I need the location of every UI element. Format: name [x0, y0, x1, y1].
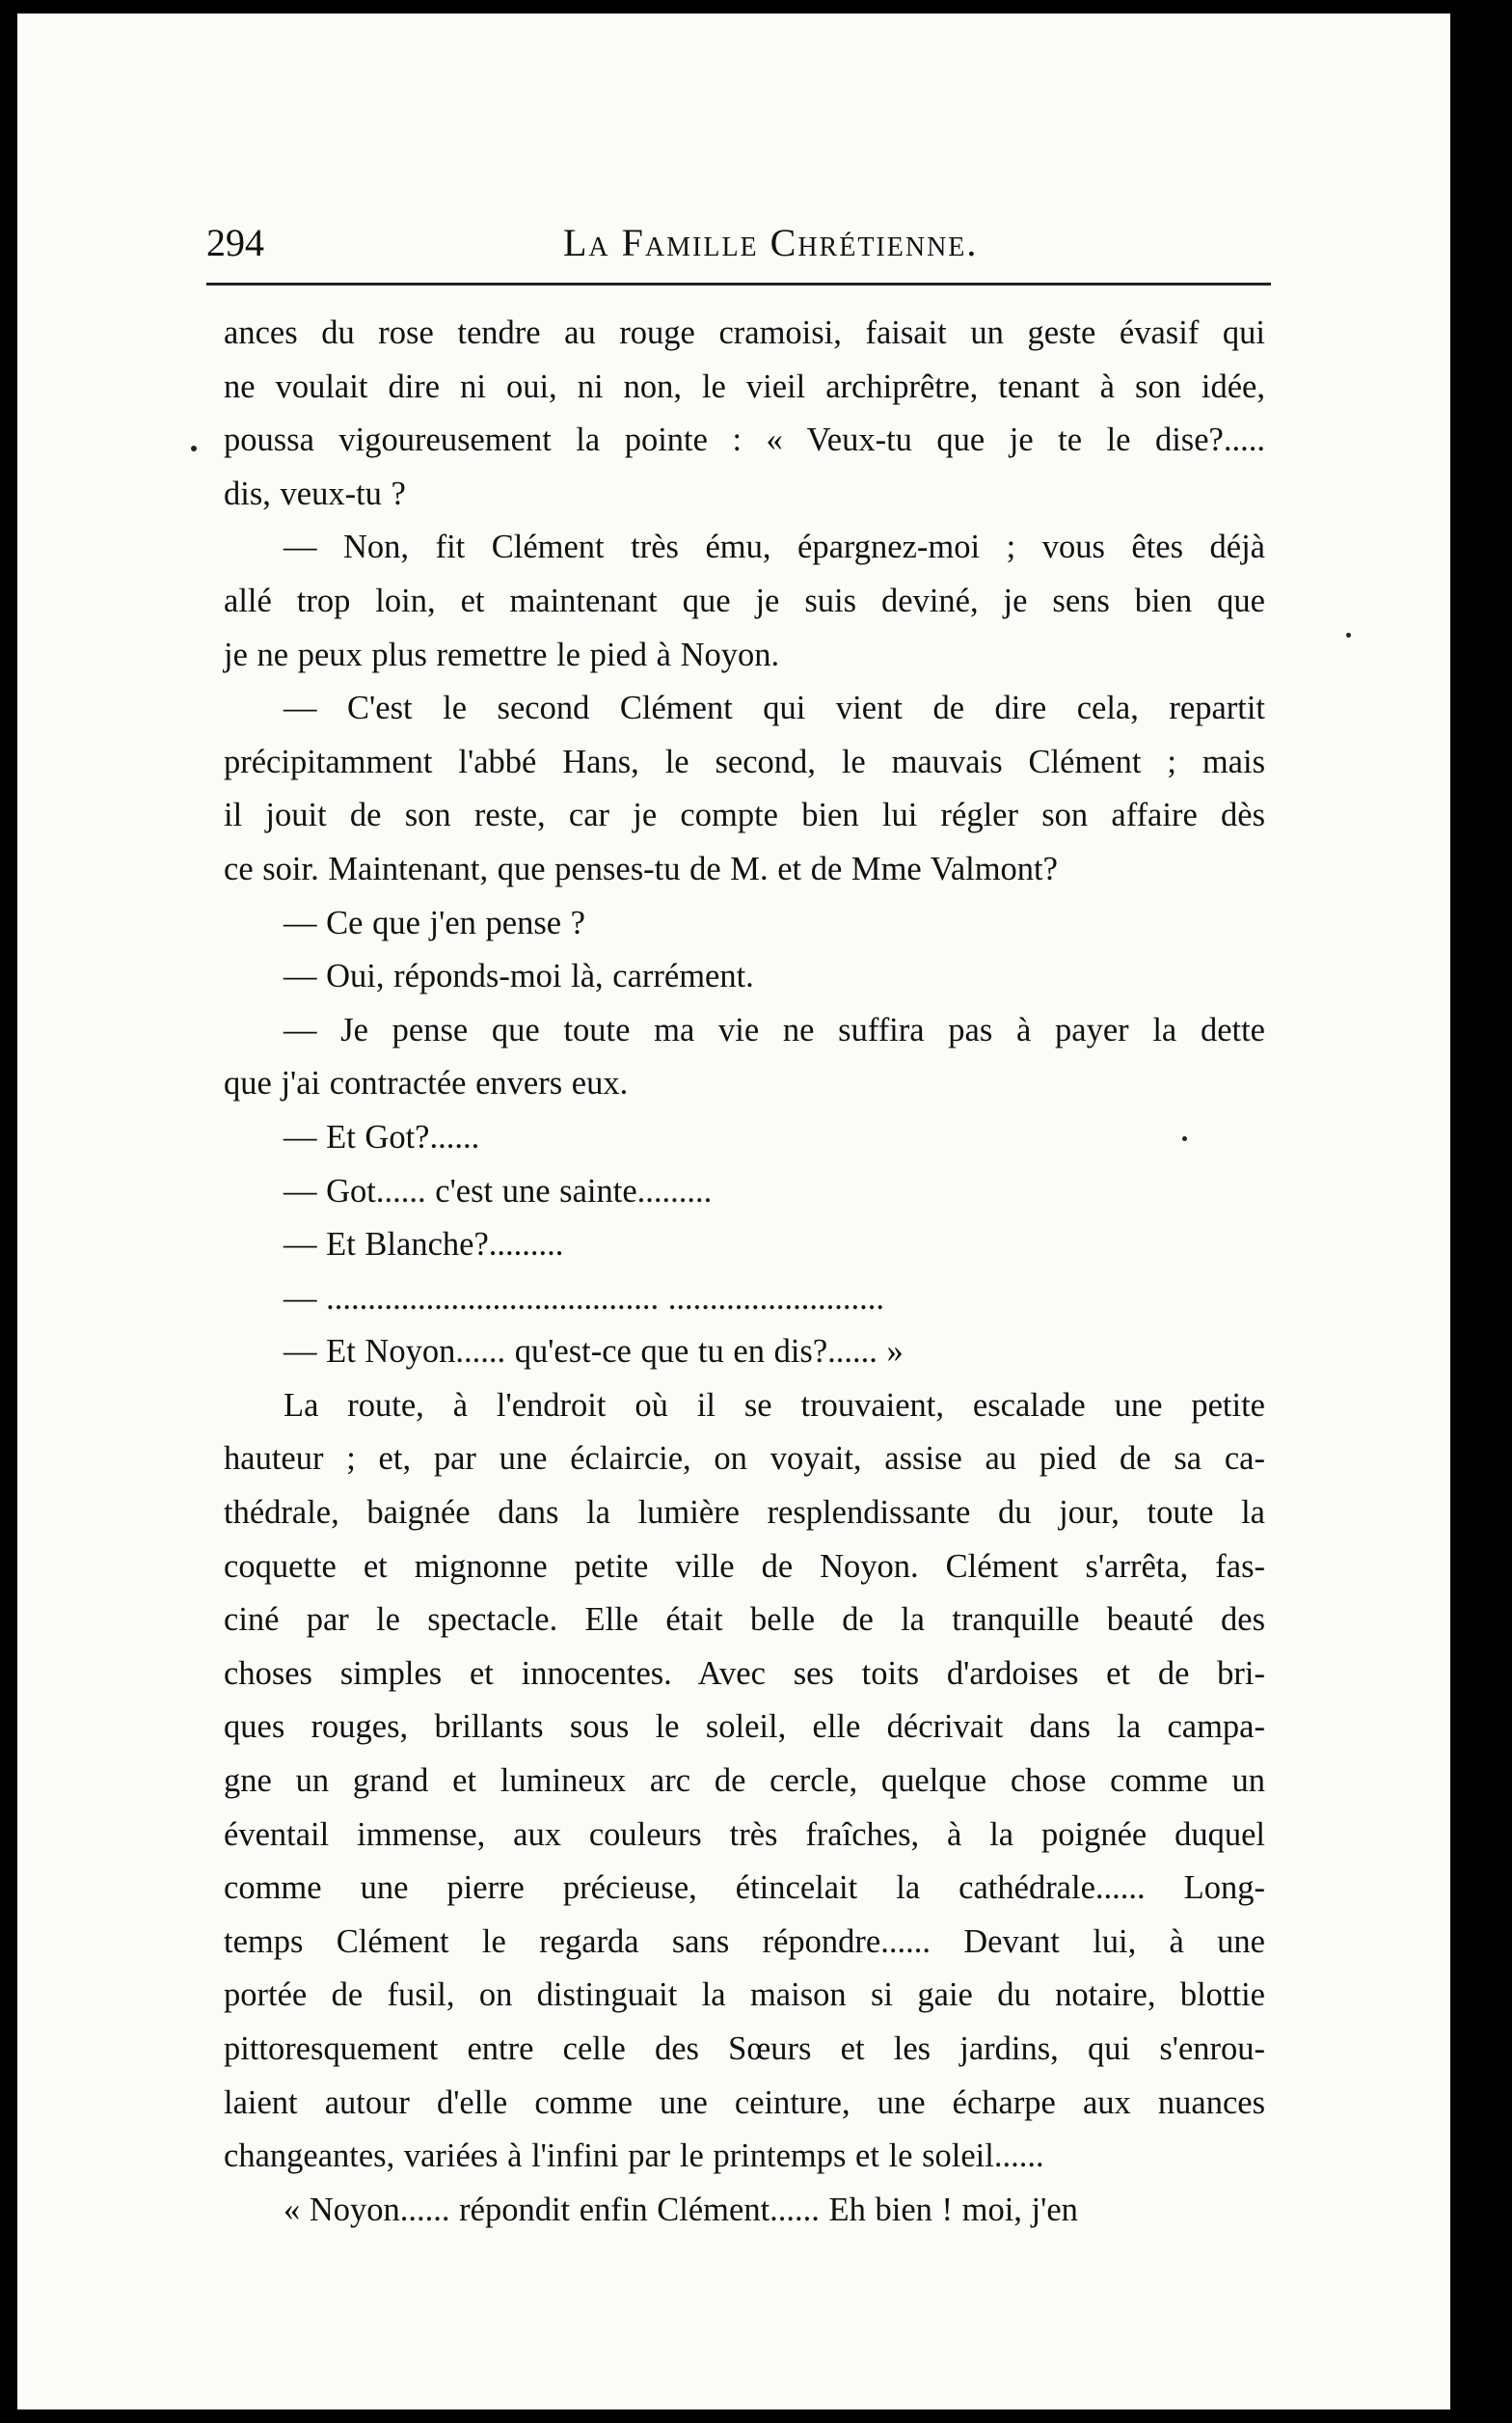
paragraph	[224, 1218, 1265, 1272]
text-line: pittoresquement entre celle des Sœurs et les jardins, qui s'enrou-	[224, 2030, 1265, 2067]
text-line: allé trop loin, et maintenant que je suis deviné, je sens bien que	[224, 582, 1265, 619]
text-line: ne voulait dire ni oui, ni non, le vieil archiprêtre, tenant à son idée,	[224, 368, 1265, 405]
paragraph	[224, 1272, 1265, 1326]
text-line: thédrale, baignée dans la lumière resplendissante du jour, toute la	[224, 1494, 1265, 1532]
text-line: — Et Got?......	[284, 1118, 480, 1156]
text-line: gne un grand et lumineux arc de cercle, quelque chose comme un	[224, 1762, 1265, 1800]
text-line: — Non, fit Clément très ému, épargnez-moi ; vous êtes déjà	[284, 529, 1265, 566]
scan-speck	[191, 446, 197, 451]
text-line: dis, veux-tu ?	[224, 475, 406, 512]
text-line: portée de fusil, on distinguait la maison si gaie du notaire, blottie	[224, 1976, 1265, 2014]
scan-speck	[1346, 633, 1351, 638]
text-line: — Et Noyon...... qu'est-ce que tu en dis?...... »	[284, 1333, 904, 1371]
text-line: — C'est le second Clément qui vient de dire cela, repartit	[284, 690, 1265, 727]
header-rule	[206, 283, 1271, 286]
paragraph	[224, 521, 1265, 682]
text-line: que j'ai contractée envers eux.	[224, 1065, 629, 1103]
paragraph	[224, 950, 1265, 1004]
paragraph	[224, 1004, 1265, 1111]
text-line: ances du rose tendre au rouge cramoisi, faisait un geste évasif qui	[224, 314, 1265, 351]
text-line: — ........................................ ..........................	[284, 1279, 884, 1317]
text-line: choses simples et innocentes. Avec ses toits d'ardoises et de bri-	[224, 1654, 1265, 1692]
text-line: « Noyon...... répondit enfin Clément...... Eh bien ! moi, j'en	[284, 2191, 1078, 2228]
paragraph	[224, 682, 1265, 896]
text-line: comme une pierre précieuse, étincelait la cathédrale...... Long-	[224, 1869, 1265, 1907]
scan-border	[1450, 0, 1512, 2423]
text-line: — Et Blanche?.........	[284, 1226, 564, 1264]
paragraph	[224, 1111, 1265, 1165]
text-line: il jouit de son reste, car je compte bien lui régler son affaire dès	[224, 797, 1265, 834]
page-header	[206, 214, 1267, 272]
text-line: — Ce que j'en pense ?	[284, 904, 585, 941]
paragraph	[224, 897, 1265, 951]
text-line: ques rouges, brillants sous le soleil, elle décrivait dans la campa-	[224, 1708, 1265, 1746]
text-line: — Oui, réponds-moi là, carrément.	[284, 958, 754, 995]
text-line: ciné par le spectacle. Elle était belle de la tranquille beauté des	[224, 1601, 1265, 1639]
text-line: La route, à l'endroit où il se trouvaient, escalade une petite	[284, 1386, 1265, 1424]
text-line: je ne peux plus remettre le pied à Noyon.	[224, 636, 780, 673]
text-line: — Got...... c'est une sainte.........	[284, 1172, 713, 1210]
text-line: ce soir. Maintenant, que penses-tu de M. et de Mme Valmont?	[224, 850, 1058, 887]
text-line: poussa vigoureusement la pointe : « Veux-tu que je te le dise?.....	[224, 422, 1265, 459]
paragraph	[224, 1325, 1265, 1379]
running-title: La Famille Chrétienne.	[563, 221, 979, 264]
paragraph	[224, 307, 1265, 521]
text-line: — Je pense que toute ma vie ne suffira pas à payer la dette	[284, 1011, 1265, 1048]
text-line: précipitamment l'abbé Hans, le second, le mauvais Clément ; mais	[224, 743, 1265, 780]
text-line: éventail immense, aux couleurs très fraîches, à la poignée duquel	[224, 1815, 1265, 1853]
scan-speck	[1182, 1136, 1187, 1141]
text-line: laient autour d'elle comme une ceinture, une écharpe aux nuances	[224, 2083, 1265, 2121]
text-line: coquette et mignonne petite ville de Noyon. Clément s'arrêta, fas-	[224, 1547, 1265, 1585]
text-line: hauteur ; et, par une éclaircie, on voyait, assise au pied de sa ca-	[224, 1440, 1265, 1478]
paragraph	[224, 1165, 1265, 1219]
text-line: changeantes, variées à l'infini par le printemps et le soleil......	[224, 2137, 1044, 2175]
page-number: 294	[206, 221, 264, 264]
text-line: temps Clément le regarda sans répondre...... Devant lui, à une	[224, 1922, 1265, 1960]
paragraph	[224, 1379, 1265, 2184]
paragraph	[224, 2184, 1265, 2238]
body-text	[224, 307, 1265, 2237]
